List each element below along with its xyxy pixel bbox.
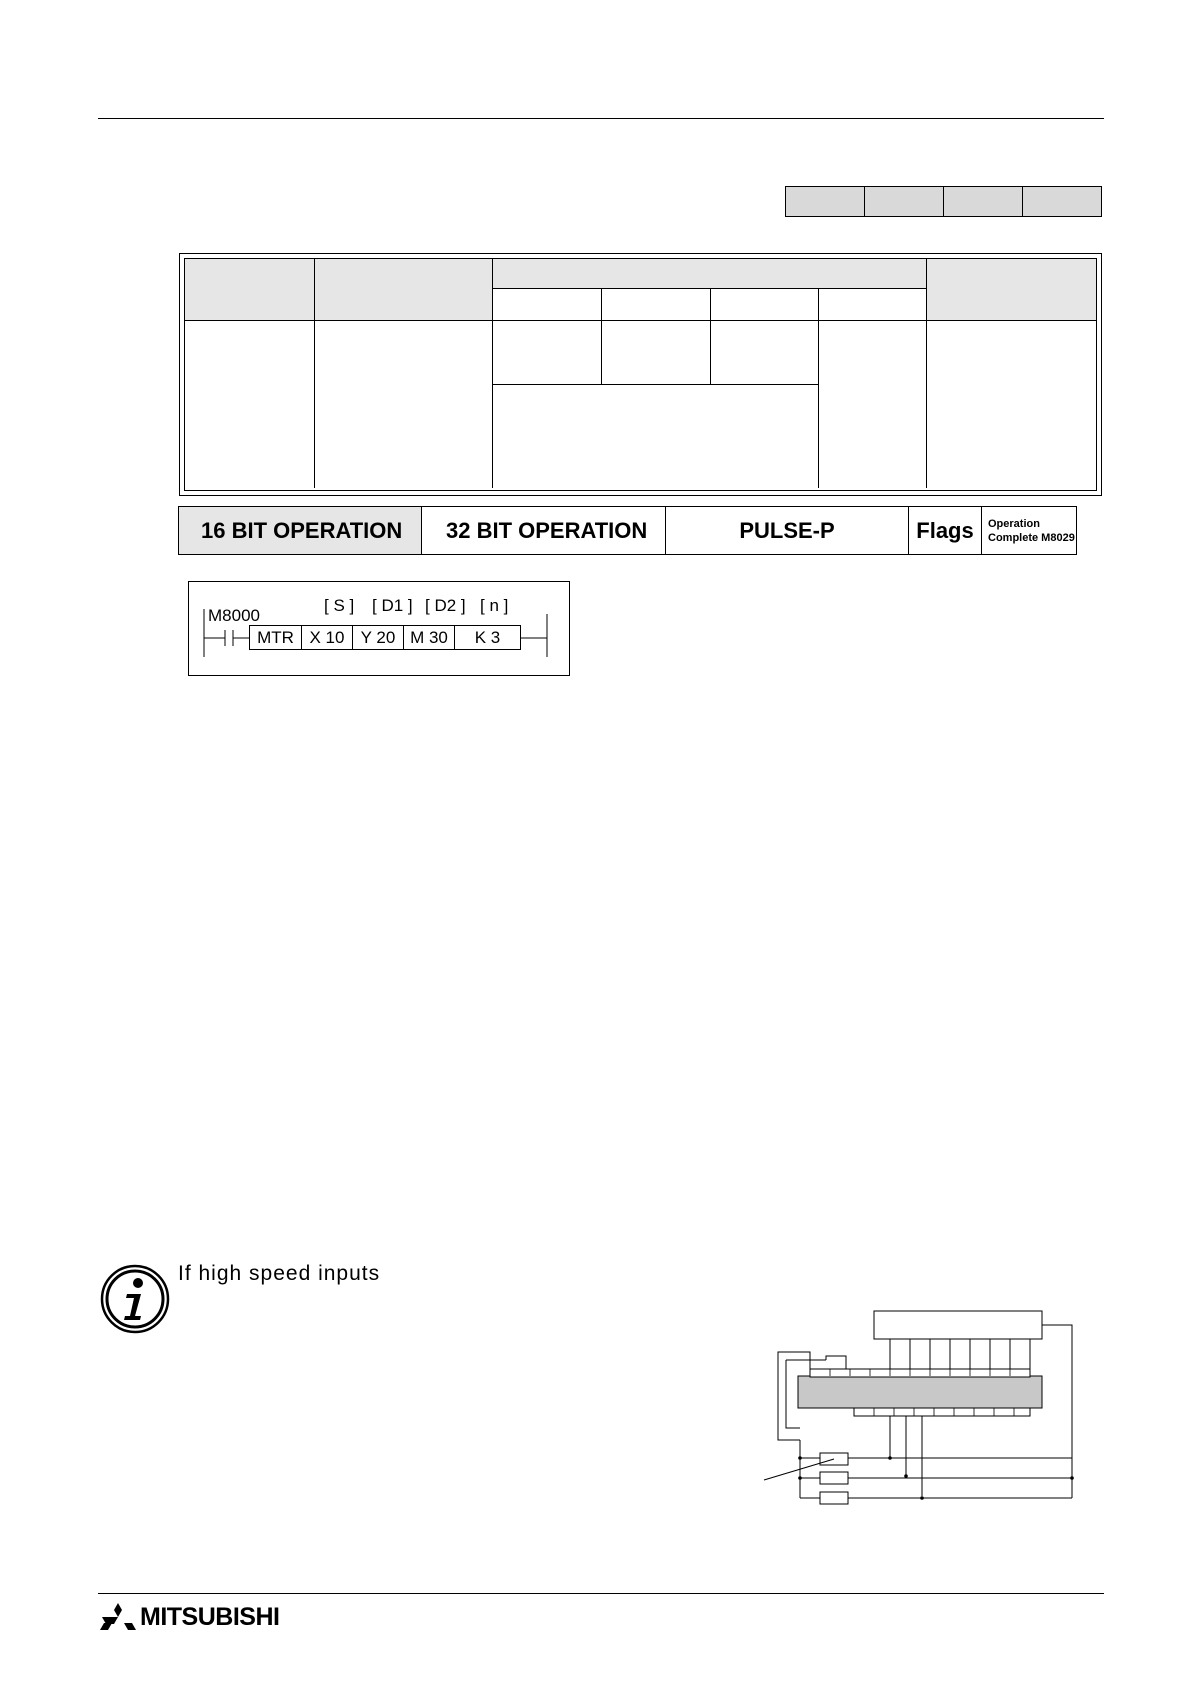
- applicability-boxes: [786, 186, 1102, 217]
- table-header-cell: [185, 259, 315, 321]
- info-icon: [100, 1264, 170, 1334]
- three-diamonds-icon: [100, 1603, 136, 1631]
- instruction-box: MTR: [249, 625, 302, 650]
- operand-box-s: X 10: [301, 625, 353, 650]
- contact-label: M8000: [208, 606, 260, 625]
- table-subheader-cell: [711, 289, 819, 321]
- op-32bit-label: 32 BIT OPERATION: [422, 507, 666, 554]
- table-body-cell: [493, 385, 819, 488]
- brand-wordmark: MITSUBISHI: [140, 1602, 280, 1631]
- table-body-cell: [185, 321, 315, 488]
- pulse-label: PULSE-P: [666, 507, 909, 554]
- applicability-box: [943, 186, 1023, 217]
- operand-header-s: [ S ]: [324, 596, 355, 615]
- table-subheader-cell: [602, 289, 711, 321]
- applicability-box: [785, 186, 865, 217]
- table-body-cell: [711, 321, 819, 385]
- mitsubishi-logo: [100, 1603, 279, 1631]
- header-rule: [98, 118, 1104, 119]
- table-header-cell: [927, 259, 1096, 321]
- table-header-cell: [315, 259, 493, 321]
- footer-rule: [98, 1593, 1104, 1594]
- ladder-diagram: [188, 581, 570, 676]
- op-16bit-label: 16 BIT OPERATION: [179, 507, 422, 554]
- table-body-cell: [493, 321, 602, 385]
- table-body-cell: [602, 321, 711, 385]
- table-body-cell: [819, 321, 927, 488]
- operand-header-d2: [ D2 ]: [425, 596, 466, 615]
- operation-bar: [178, 506, 1077, 555]
- wiring-diagram: [760, 1310, 1080, 1520]
- operand-box-n: K 3: [454, 625, 521, 650]
- operation-complete-line1: Operation: [988, 517, 1040, 530]
- operation-complete-line2: Complete M8029: [988, 531, 1075, 544]
- operand-table: [179, 253, 1102, 496]
- operation-complete-flag: [982, 507, 1076, 554]
- table-body-cell: [927, 321, 1096, 488]
- operand-box-d1: Y 20: [352, 625, 404, 650]
- table-subheader-cell: [819, 289, 927, 321]
- operand-header-d1: [ D1 ]: [372, 596, 413, 615]
- note-text: If high speed inputs: [178, 1262, 381, 1285]
- table-header-group: [493, 259, 927, 289]
- applicability-box: [1022, 186, 1102, 217]
- table-subheader-cell: [493, 289, 602, 321]
- operand-box-d2: M 30: [403, 625, 455, 650]
- flags-label: Flags: [909, 507, 982, 554]
- applicability-box: [864, 186, 944, 217]
- table-body-cell: [315, 321, 493, 488]
- operand-header-n: [ n ]: [480, 596, 509, 615]
